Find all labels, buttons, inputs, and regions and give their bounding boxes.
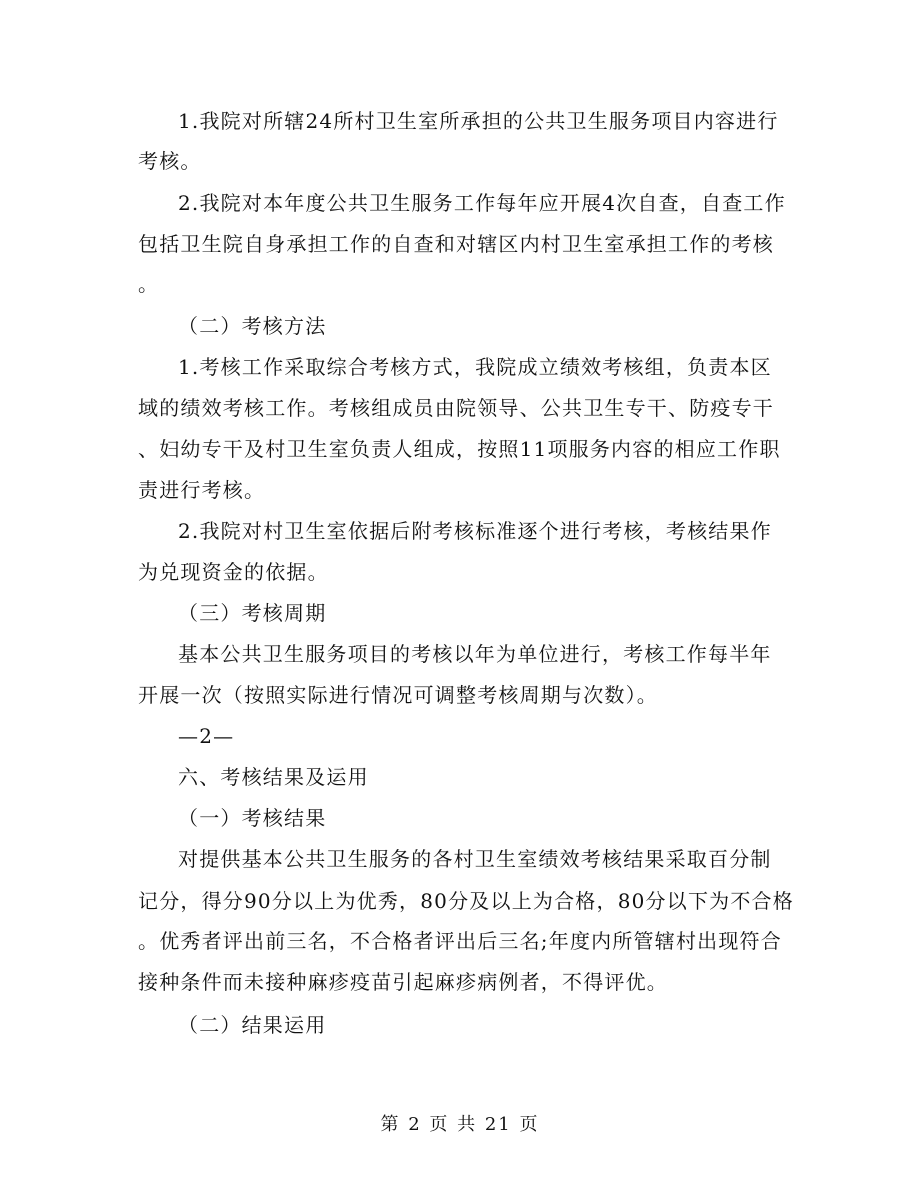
inline-page-number: —2— [178, 724, 235, 748]
section-heading: （二）结果运用 [178, 1013, 327, 1037]
paragraph-line: 2.我院对村卫生室依据后附考核标准逐个进行考核，考核结果作 [178, 519, 772, 543]
paragraph-line: 接种条件而未接种麻疹疫苗引起麻疹病例者，不得评优。 [138, 970, 668, 994]
section-heading: （三）考核周期 [178, 601, 327, 625]
paragraph-line: 、妇幼专干及村卫生室负责人组成，按照11项服务内容的相应工作职 [138, 437, 781, 461]
paragraph-line: 域的绩效考核工作。考核组成员由院领导、公共卫生专干、防疫专干 [138, 396, 774, 420]
paragraph-line: 。优秀者评出前三名，不合格者评出后三名;年度内所管辖村出现符合 [138, 929, 782, 953]
paragraph-line: 包括卫生院自身承担工作的自查和对辖区内村卫生室承担工作的考核 [138, 232, 774, 256]
paragraph-line: 考核。 [138, 149, 202, 173]
paragraph-line: 开展一次（按照实际进行情况可调整考核周期与次数）。 [138, 683, 658, 707]
paragraph-line: 。 [138, 272, 160, 296]
paragraph-line: 责进行考核。 [138, 478, 266, 502]
paragraph-line: 记分，得分90分以上为优秀，80分及以上为合格，80分以下为不合格 [138, 889, 794, 913]
paragraph-line: 对提供基本公共卫生服务的各村卫生室绩效考核结果采取百分制 [178, 847, 772, 871]
paragraph-line: 1.我院对所辖24所村卫生室所承担的公共卫生服务项目内容进行 [178, 109, 779, 133]
paragraph-line: 基本公共卫生服务项目的考核以年为单位进行，考核工作每半年 [178, 642, 772, 666]
section-heading: 六、考核结果及运用 [178, 765, 369, 789]
section-heading: （二）考核方法 [178, 314, 327, 338]
page-footer: 第 2 页 共 21 页 [380, 1114, 540, 1135]
paragraph-line: 为兑现资金的依据。 [138, 560, 329, 584]
paragraph-line: 2.我院对本年度公共卫生服务工作每年应开展4次自查，自查工作 [178, 191, 786, 215]
paragraph-line: 1.考核工作采取综合考核方式，我院成立绩效考核组，负责本区 [178, 355, 772, 379]
section-heading: （一）考核结果 [178, 806, 327, 830]
